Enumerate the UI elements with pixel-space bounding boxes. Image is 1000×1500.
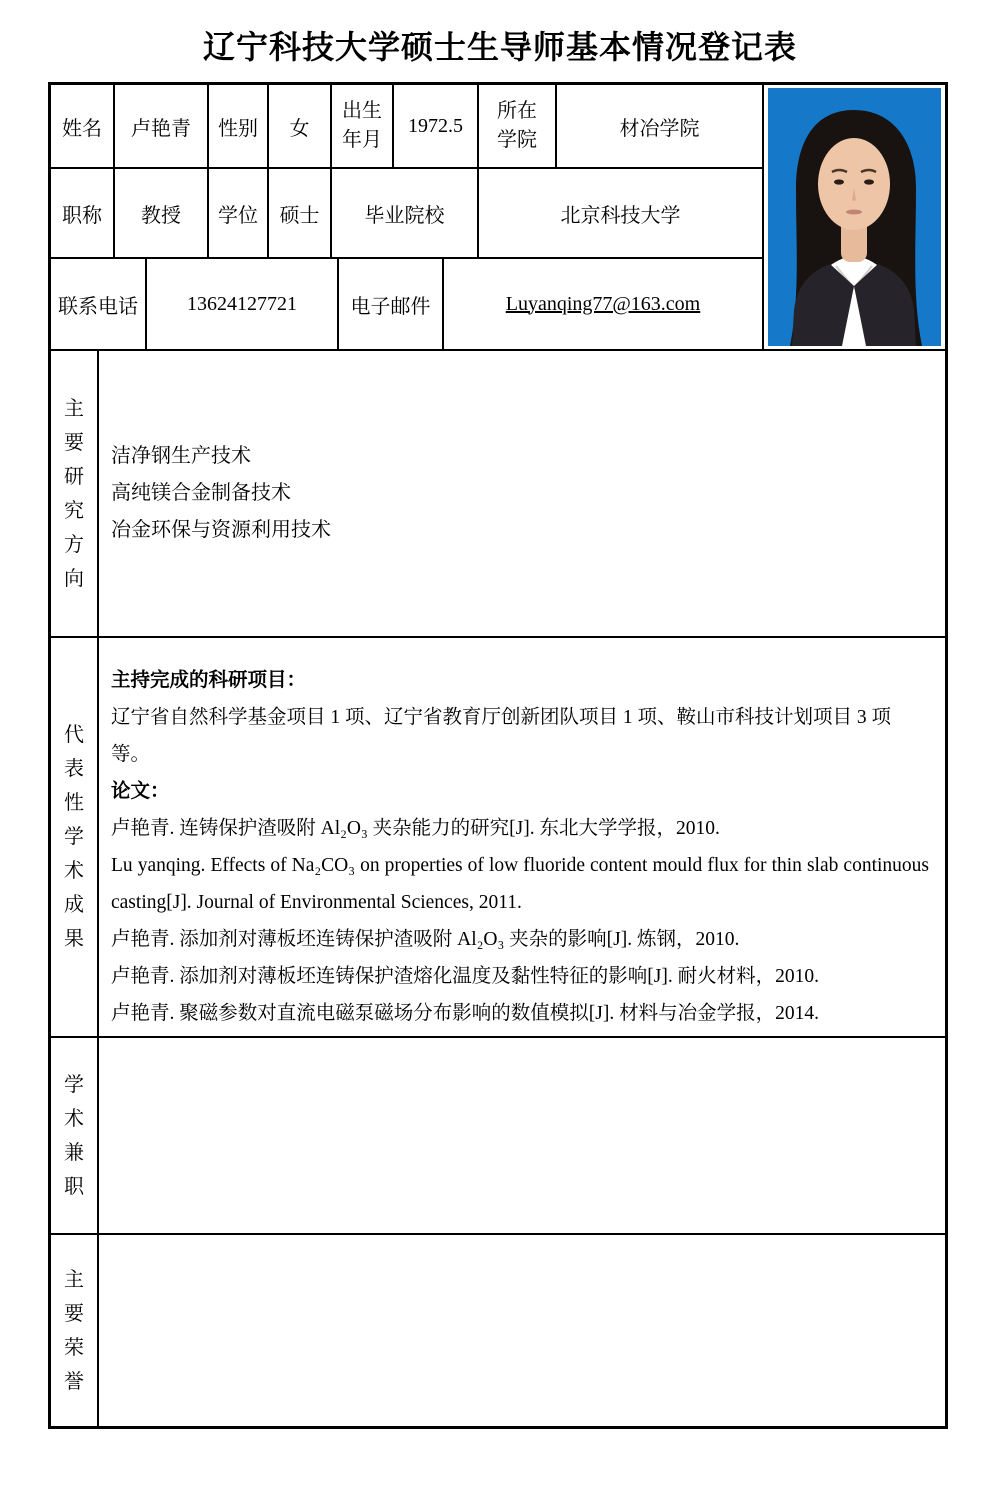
paper-item: 卢艳青. 聚磁参数对直流电磁泵磁场分布影响的数值模拟[J]. 材料与冶金学报，2014. xyxy=(111,1003,819,1025)
research-line: 洁净钢生产技术 xyxy=(111,445,251,467)
gender-value: 女 xyxy=(268,84,331,168)
college-value: 材冶学院 xyxy=(556,84,763,168)
college-label xyxy=(478,84,556,168)
honors-label: 主要荣誉 xyxy=(64,1268,84,1393)
school-label: 毕业院校 xyxy=(331,168,478,258)
college-label-text: 所在学院 xyxy=(497,100,537,151)
photo-cell xyxy=(763,84,946,350)
phone-value: 13624127721 xyxy=(146,258,338,350)
profile-photo xyxy=(768,88,941,346)
projects-heading: 主持完成的科研项目： xyxy=(111,670,307,691)
birth-label-text: 出生年月 xyxy=(342,100,382,151)
paper-item: Lu yanqing. Effects of Na₂CO₃ on properties of low fluoride content mould flux for thin slab continuous casting[J]. Journal of Environmental Sciences, 2011. xyxy=(111,855,929,914)
positions-content xyxy=(98,1037,946,1234)
honors-content xyxy=(98,1234,946,1427)
projects-text: 辽宁省自然科学基金项目 1 项、辽宁省教育厅创新团队项目 1 项、鞍山市科技计划项目 3 项等。 xyxy=(111,707,892,766)
positions-label-cell xyxy=(50,1037,98,1234)
honors-label-cell xyxy=(50,1234,98,1427)
phone-label: 联系电话 xyxy=(50,258,146,350)
email-link[interactable]: Luyanqing77@163.com xyxy=(505,292,701,315)
research-label: 主要研究方向 xyxy=(64,397,84,590)
achievements-label-cell xyxy=(50,637,98,1037)
achievements-label: 代表性学术成果 xyxy=(64,724,84,950)
email-label: 电子邮件 xyxy=(338,258,443,350)
positions-label: 学术兼职 xyxy=(64,1073,84,1198)
gender-label: 性别 xyxy=(208,84,268,168)
paper-item: 卢艳青. 添加剂对薄板坯连铸保护渣吸附 Al₂O₃ 夹杂的影响[J]. 炼钢，2010. xyxy=(111,929,740,951)
degree-label: 学位 xyxy=(208,168,268,258)
research-line: 冶金环保与资源利用技术 xyxy=(111,519,331,541)
paper-item: 卢艳青. 添加剂对薄板坯连铸保护渣熔化温度及黏性特征的影响[J]. 耐火材料，2010. xyxy=(111,966,819,988)
prof-title-label: 职称 xyxy=(50,168,114,258)
research-label-cell xyxy=(50,350,98,637)
prof-title-value: 教授 xyxy=(114,168,208,258)
birth-value: 1972.5 xyxy=(393,84,478,168)
supervisor-form-table xyxy=(48,82,948,1429)
paper-item: 卢艳青. 连铸保护渣吸附 Al₂O₃ 夹杂能力的研究[J]. 东北大学学报，2010. xyxy=(111,818,720,840)
school-value: 北京科技大学 xyxy=(478,168,763,258)
name-label: 姓名 xyxy=(50,84,114,168)
achievements-content xyxy=(98,637,946,1037)
research-content xyxy=(98,350,946,637)
papers-heading: 论文： xyxy=(111,781,170,803)
email-cell xyxy=(443,258,763,350)
page-title: 辽宁科技大学硕士生导师基本情况登记表 xyxy=(202,29,797,65)
degree-value: 硕士 xyxy=(268,168,331,258)
birth-label xyxy=(331,84,393,168)
name-value: 卢艳青 xyxy=(114,84,208,168)
research-line: 高纯镁合金制备技术 xyxy=(111,482,291,504)
